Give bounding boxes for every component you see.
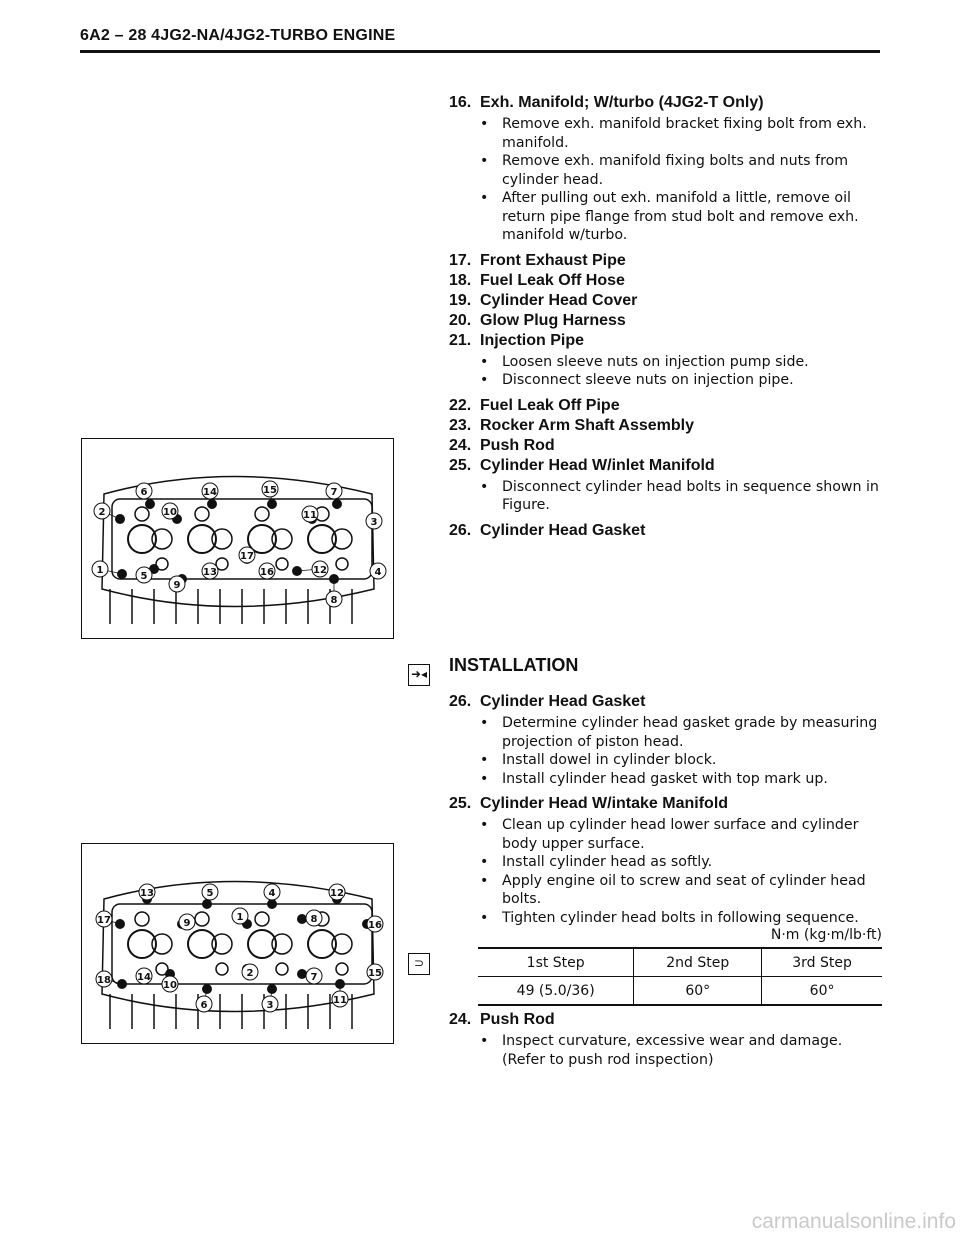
torque-table-header bbox=[478, 948, 882, 977]
top-port bbox=[195, 507, 209, 521]
bullet-item: • Remove exh. manifold bracket fixing bolt from exh. manifold. bbox=[449, 115, 889, 152]
step-number: 26. bbox=[449, 521, 472, 539]
step-heading bbox=[449, 331, 889, 351]
cylinder-head-diagram-removal bbox=[82, 439, 392, 637]
bullet-item: • Clean up cylinder head lower surface and cylinder body upper surface. bbox=[449, 816, 889, 853]
bullet-item: • Disconnect sleeve nuts on injection pipe. bbox=[449, 371, 889, 390]
header-rule bbox=[80, 50, 880, 53]
cylinder-head-diagram-tightening bbox=[82, 844, 392, 1042]
installation-steps-continued bbox=[449, 1010, 889, 1075]
torque-wrench-icon: ⊃ bbox=[408, 953, 430, 975]
sequence-number: 13 bbox=[203, 567, 217, 578]
step-heading bbox=[449, 456, 889, 476]
step-heading bbox=[449, 1010, 889, 1030]
page-header: 6A2 – 28 4JG2-NA/4JG2-TURBO ENGINE bbox=[80, 27, 396, 44]
arrows-in-icon: ➜◂ bbox=[408, 664, 430, 686]
sequence-number: 17 bbox=[97, 915, 111, 926]
sequence-number: 6 bbox=[140, 487, 148, 498]
sequence-number: 5 bbox=[140, 571, 148, 582]
bullet-item: • Disconnect cylinder head bolts in sequence shown in Figure. bbox=[449, 478, 889, 515]
sequence-number: 3 bbox=[266, 1000, 274, 1011]
step-bullets bbox=[449, 714, 889, 788]
step-number: 25. bbox=[449, 795, 472, 812]
step-title: Fuel Leak Off Pipe bbox=[480, 396, 620, 414]
sequence-number: 11 bbox=[303, 510, 317, 521]
step-title: Push Rod bbox=[480, 1011, 555, 1028]
bottom-port bbox=[216, 963, 228, 975]
bottom-port bbox=[336, 963, 348, 975]
top-port bbox=[135, 507, 149, 521]
sequence-number: 16 bbox=[368, 920, 382, 931]
sequence-number: 7 bbox=[330, 487, 338, 498]
sequence-number: 1 bbox=[236, 912, 244, 923]
sequence-number: 6 bbox=[200, 1000, 208, 1011]
step-bullets bbox=[449, 353, 889, 390]
bottom-port bbox=[276, 558, 288, 570]
step-number: 25. bbox=[449, 456, 472, 474]
sequence-number: 3 bbox=[370, 517, 378, 528]
torque-unit: N·m (kg·m/lb·ft) bbox=[770, 927, 882, 943]
installation-steps bbox=[449, 692, 889, 933]
step-number: 23. bbox=[449, 416, 472, 434]
step-bullets bbox=[449, 816, 889, 927]
step-heading bbox=[449, 271, 889, 291]
sequence-number: 14 bbox=[137, 972, 151, 983]
sequence-number: 2 bbox=[98, 507, 106, 518]
removal-steps bbox=[449, 93, 889, 541]
step-title: Push Rod bbox=[480, 436, 555, 454]
top-port bbox=[255, 507, 269, 521]
bullet-item: • Loosen sleeve nuts on injection pump side. bbox=[449, 353, 889, 372]
sequence-number: 14 bbox=[203, 487, 217, 498]
step-title: Cylinder Head W/intake Manifold bbox=[480, 795, 729, 812]
step-title: Exh. Manifold; W/turbo (4JG2-T Only) bbox=[480, 94, 764, 111]
step-heading bbox=[449, 416, 889, 436]
top-port bbox=[135, 912, 149, 926]
step-heading bbox=[449, 794, 889, 814]
step-heading bbox=[449, 436, 889, 456]
torque-step-1-value: 49 (5.0/36) bbox=[516, 982, 595, 999]
bullet-item: • Apply engine oil to screw and seat of cylinder head bolts. bbox=[449, 872, 889, 909]
step-number: 22. bbox=[449, 396, 472, 414]
step-title: Glow Plug Harness bbox=[480, 311, 626, 329]
step-number: 19. bbox=[449, 291, 472, 309]
sequence-number: 8 bbox=[310, 914, 318, 925]
step-heading bbox=[449, 251, 889, 271]
step-bullets bbox=[449, 115, 889, 245]
sequence-number: 15 bbox=[263, 485, 277, 496]
step-title: Cylinder Head Cover bbox=[480, 291, 638, 309]
bullet-item: • After pulling out exh. manifold a little, remove oil return pipe flange from stud bolt and remove exh. manifold w/turbo. bbox=[449, 189, 889, 245]
step-number: 24. bbox=[449, 436, 472, 454]
step-bullets bbox=[449, 478, 889, 515]
step-number: 18. bbox=[449, 271, 472, 289]
torque-table bbox=[478, 947, 882, 1006]
sequence-number: 10 bbox=[163, 980, 177, 991]
step-number: 26. bbox=[449, 693, 472, 710]
step-bullets bbox=[449, 1032, 889, 1069]
sequence-number: 17 bbox=[240, 551, 254, 562]
watermark: carmanualsonline.info bbox=[751, 1210, 956, 1233]
sequence-number: 5 bbox=[206, 888, 214, 899]
step-title: Rocker Arm Shaft Assembly bbox=[480, 416, 694, 434]
step-title: Front Exhaust Pipe bbox=[480, 251, 626, 269]
sequence-number: 2 bbox=[246, 968, 254, 979]
step-title: Fuel Leak Off Hose bbox=[480, 271, 625, 289]
step-heading bbox=[449, 396, 889, 416]
step-number: 17. bbox=[449, 251, 472, 269]
step-title: Injection Pipe bbox=[480, 331, 585, 349]
torque-step-2-value: 60° bbox=[634, 977, 762, 1006]
bullet-item: • Remove exh. manifold fixing bolts and nuts from cylinder head. bbox=[449, 152, 889, 189]
bottom-port bbox=[336, 558, 348, 570]
figure-head-bolt-removal bbox=[81, 438, 394, 639]
sequence-number: 13 bbox=[140, 888, 154, 899]
bullet-item: • Determine cylinder head gasket grade by measuring projection of piston head. bbox=[449, 714, 889, 751]
step-title: Cylinder Head W/inlet Manifold bbox=[480, 456, 715, 474]
torque-step-1-header: 1st Step bbox=[526, 954, 585, 971]
sequence-number: 8 bbox=[330, 595, 338, 606]
bullet-item: • Install dowel in cylinder block. bbox=[449, 751, 889, 770]
torque-step-3-header: 3rd Step bbox=[762, 948, 882, 977]
torque-step-3-value: 60° bbox=[762, 977, 882, 1006]
torque-table-row bbox=[478, 977, 882, 1006]
top-port bbox=[195, 912, 209, 926]
sequence-number: 4 bbox=[374, 567, 382, 578]
top-port bbox=[255, 912, 269, 926]
sequence-number: 15 bbox=[368, 968, 382, 979]
bullet-item: • Install cylinder head gasket with top mark up. bbox=[449, 770, 889, 789]
sequence-number: 10 bbox=[163, 507, 177, 518]
torque-step-2-header: 2nd Step bbox=[634, 948, 762, 977]
sequence-number: 12 bbox=[330, 888, 344, 899]
figure-head-bolt-tightening bbox=[81, 843, 394, 1044]
bottom-port bbox=[276, 963, 288, 975]
sequence-number: 7 bbox=[310, 972, 318, 983]
bullet-item: • Install cylinder head as softly. bbox=[449, 853, 889, 872]
step-title: Cylinder Head Gasket bbox=[480, 521, 646, 539]
step-heading bbox=[449, 93, 889, 113]
installation-heading: INSTALLATION bbox=[449, 655, 579, 675]
step-number: 24. bbox=[449, 1011, 472, 1028]
step-heading bbox=[449, 521, 889, 541]
bullet-item: • Tighten cylinder head bolts in following sequence. bbox=[449, 909, 889, 928]
sequence-number: 1 bbox=[96, 565, 104, 576]
sequence-number: 12 bbox=[313, 565, 327, 576]
sequence-number: 16 bbox=[260, 567, 274, 578]
sequence-number: 4 bbox=[268, 888, 276, 899]
step-heading bbox=[449, 311, 889, 331]
step-number: 20. bbox=[449, 311, 472, 329]
step-number: 21. bbox=[449, 331, 472, 349]
step-number: 16. bbox=[449, 94, 472, 111]
step-heading bbox=[449, 291, 889, 311]
step-heading bbox=[449, 692, 889, 712]
sequence-number: 18 bbox=[97, 975, 111, 986]
bullet-item: • Inspect curvature, excessive wear and damage. (Refer to push rod inspection) bbox=[449, 1032, 889, 1069]
sequence-number: 9 bbox=[173, 580, 181, 591]
sequence-number: 9 bbox=[183, 918, 191, 929]
step-title: Cylinder Head Gasket bbox=[480, 693, 646, 710]
sequence-number: 11 bbox=[333, 995, 347, 1006]
